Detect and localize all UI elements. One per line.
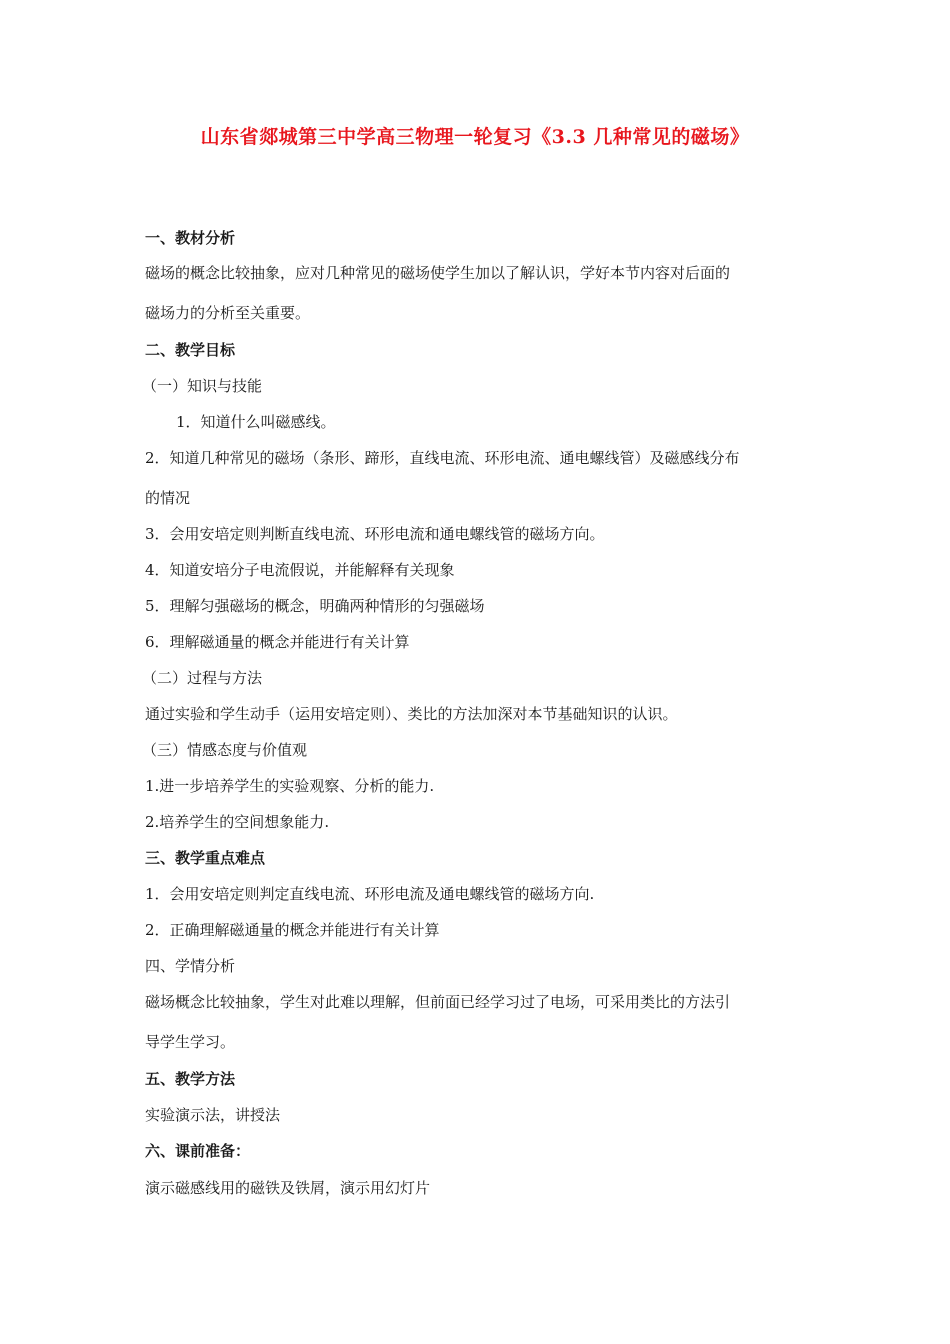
list-item: 6．理解磁通量的概念并能进行有关计算 (145, 633, 410, 651)
list-item-continuation: 的情况 (145, 489, 191, 507)
paragraph-line: 磁场力的分析至关重要。 (145, 304, 311, 322)
list-item: 5．理解匀强磁场的概念，明确两种情形的匀强磁场 (145, 597, 485, 615)
paragraph-line: 导学生学习。 (145, 1033, 236, 1051)
section-heading-preparation: 六、课前准备： (145, 1142, 251, 1160)
document-title: 山东省郯城第三中学高三物理一轮复习《3.3 几种常见的磁场》 (200, 126, 750, 148)
list-item: 2.培养学生的空间想象能力. (145, 813, 330, 831)
subsection-heading: （二）过程与方法 (142, 669, 263, 687)
list-item: 2．知道几种常见的磁场（条形、蹄形，直线电流、环形电流、通电螺线管）及磁感线分布 (145, 449, 740, 467)
list-item: 2．正确理解磁通量的概念并能进行有关计算 (145, 921, 440, 939)
section-heading-teaching-goals: 二、教学目标 (145, 341, 236, 359)
subsection-heading: （三）情感态度与价值观 (142, 741, 308, 759)
section-heading-key-points: 三、教学重点难点 (145, 849, 266, 867)
paragraph-line: 演示磁感线用的磁铁及铁屑，演示用幻灯片 (145, 1179, 431, 1197)
list-item: 1．会用安培定则判定直线电流、环形电流及通电螺线管的磁场方向. (145, 885, 595, 903)
subsection-heading: （一）知识与技能 (142, 377, 263, 395)
section-heading-textbook-analysis: 一、教材分析 (145, 229, 236, 247)
list-item: 4．知道安培分子电流假说，并能解释有关现象 (145, 561, 455, 579)
paragraph-line: 磁场的概念比较抽象，应对几种常见的磁场使学生加以了解认识，学好本节内容对后面的 (145, 264, 731, 282)
paragraph-line: 实验演示法，讲授法 (145, 1106, 281, 1124)
paragraph-line: 磁场概念比较抽象，学生对此难以理解，但前面已经学习过了电场，可采用类比的方法引 (145, 993, 731, 1011)
list-item: 1．知道什么叫磁感线。 (176, 413, 336, 431)
section-heading-teaching-methods: 五、教学方法 (145, 1070, 236, 1088)
section-heading-student-analysis: 四、学情分析 (145, 957, 236, 975)
paragraph-line: 通过实验和学生动手（运用安培定则）、类比的方法加深对本节基础知识的认识。 (145, 705, 678, 723)
list-item: 3．会用安培定则判断直线电流、环形电流和通电螺线管的磁场方向。 (145, 525, 605, 543)
list-item: 1.进一步培养学生的实验观察、分析的能力. (145, 777, 435, 795)
